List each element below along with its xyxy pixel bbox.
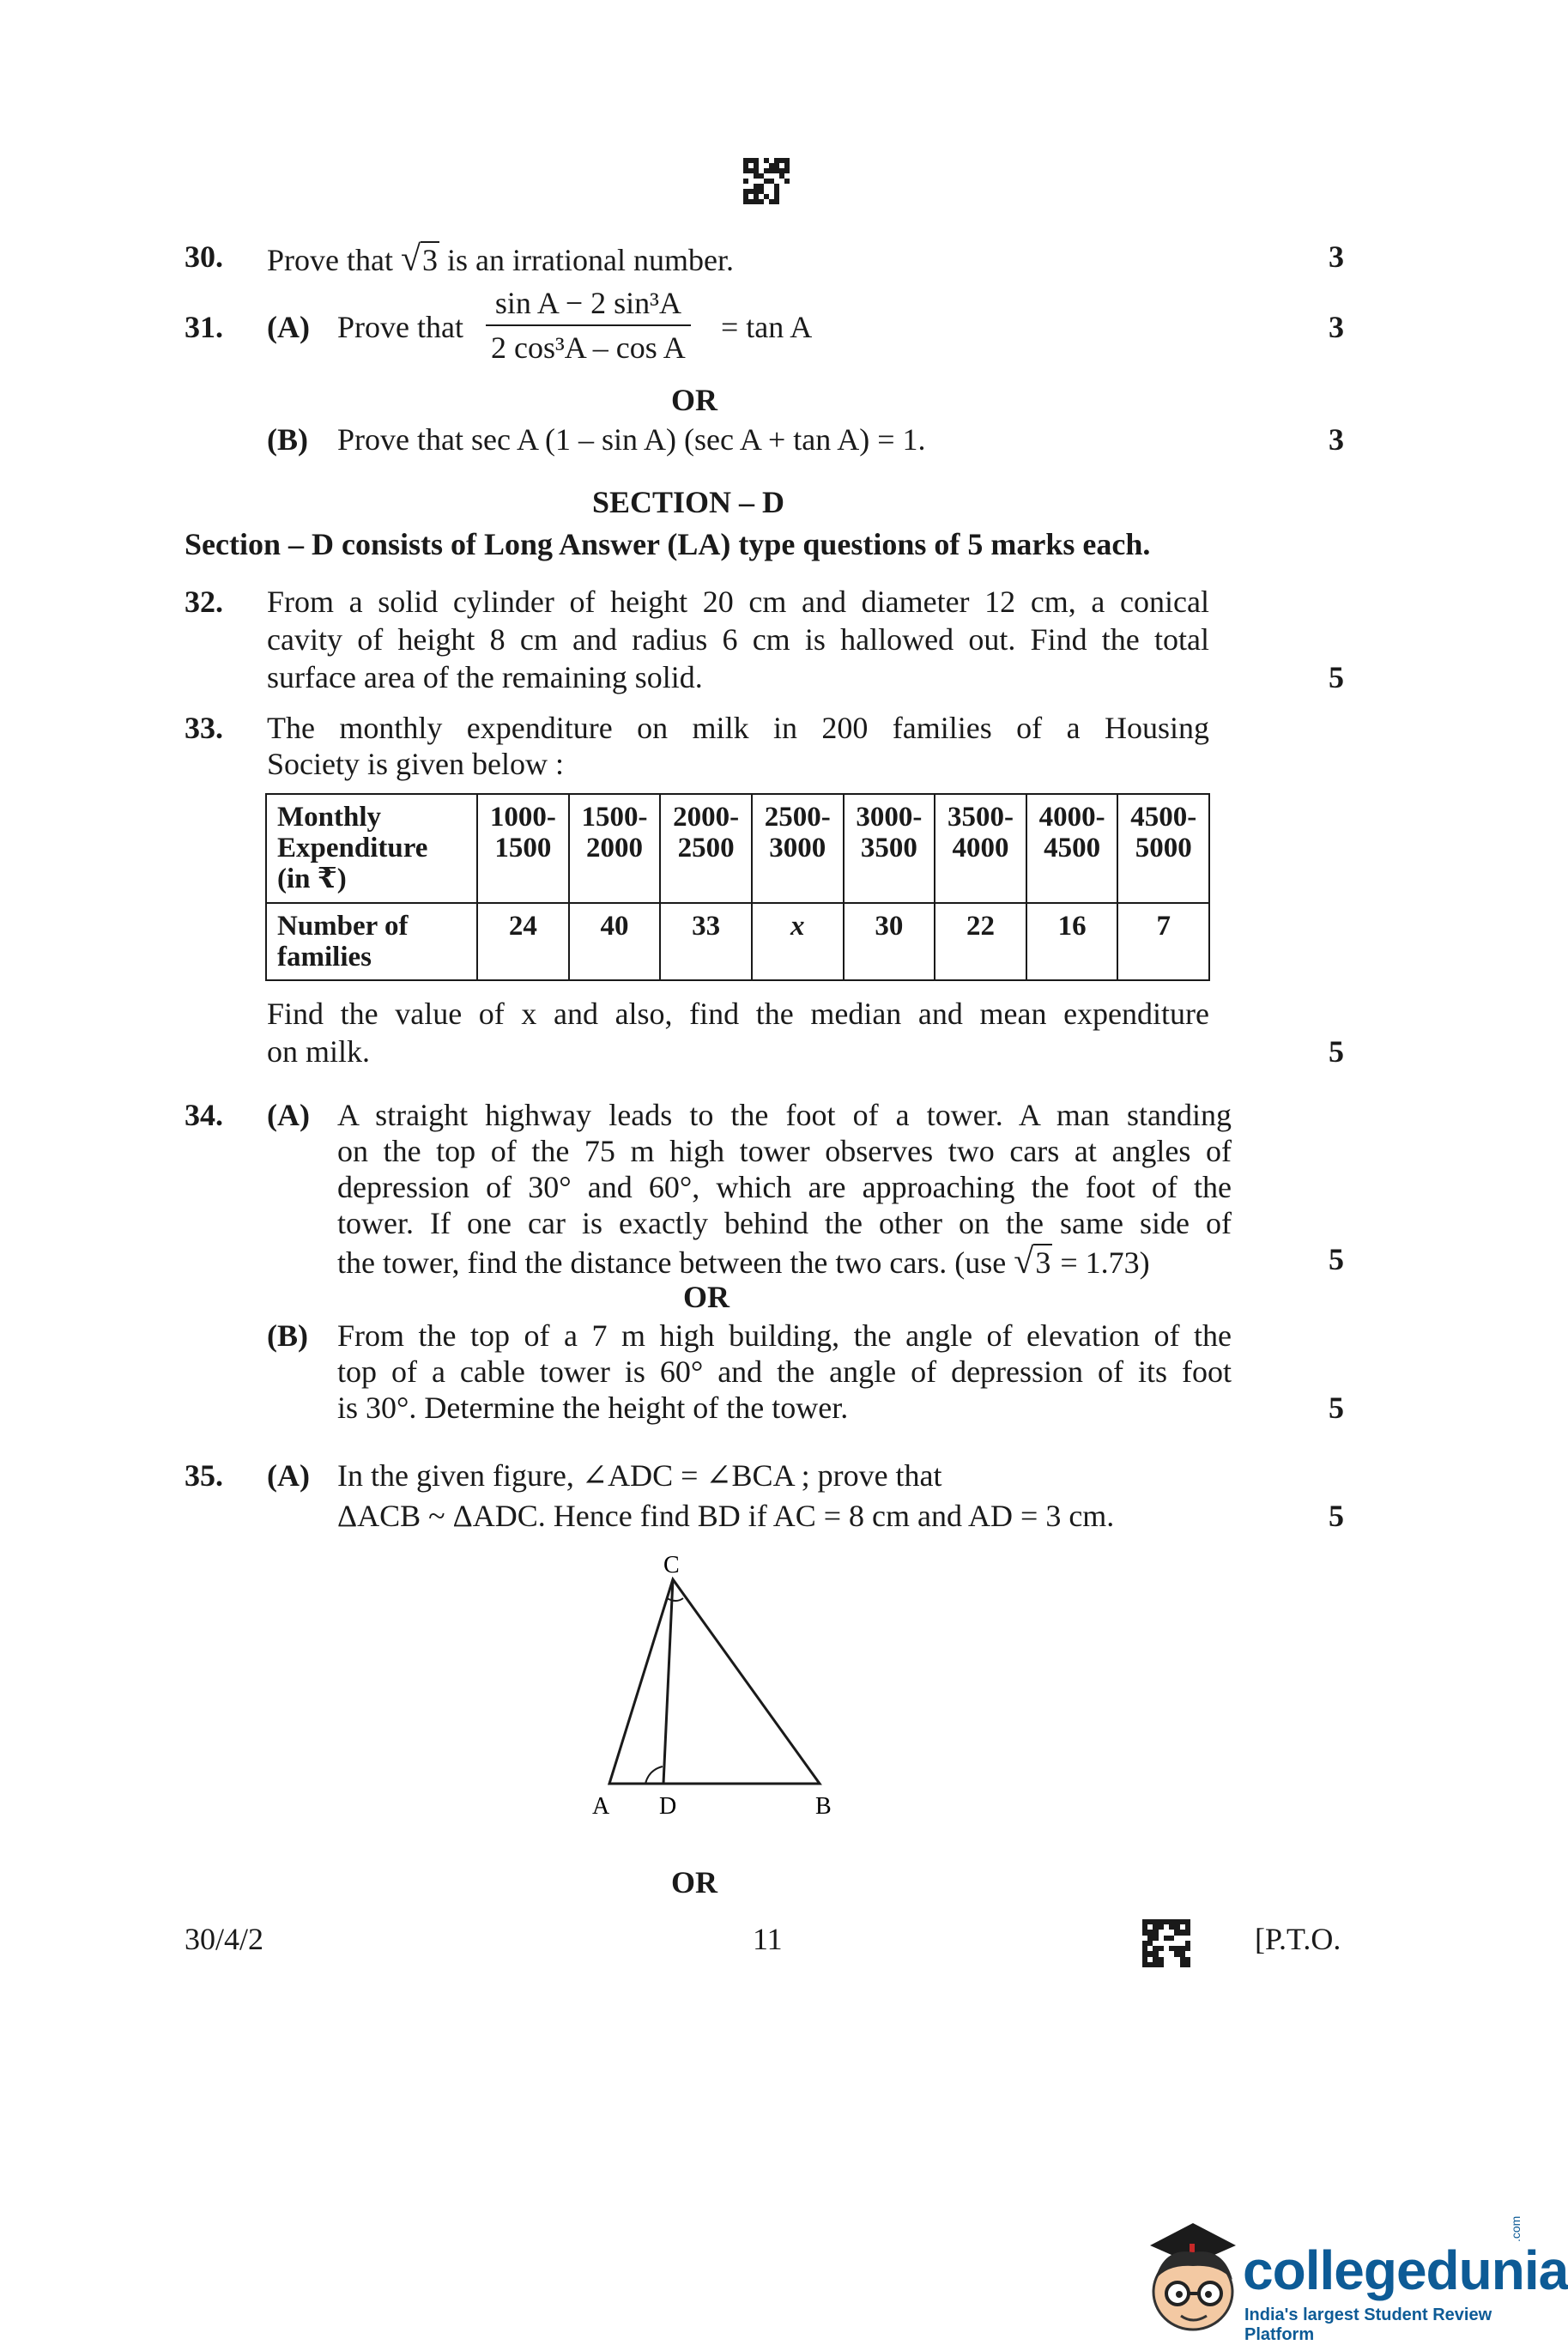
q33-after-line: Find the value of x and also, find the median and mean expenditure: [267, 997, 1209, 1031]
q34a-last-line: the tower, find the distance between the two cars. (use √3 = 1.73): [337, 1242, 1150, 1282]
table-cell: 3500- 4000: [935, 794, 1026, 903]
mascot-logo: [1133, 2213, 1253, 2340]
table-cell: 3000- 3500: [844, 794, 935, 903]
option-label: (B): [267, 422, 308, 457]
qr-code-top: [743, 158, 790, 204]
fraction-numerator: sin A − 2 sin³A: [494, 286, 681, 320]
fraction: [486, 285, 691, 366]
table-cell: 2000- 2500: [660, 794, 752, 903]
paper-code: 30/4/2: [185, 1922, 264, 1956]
q33-after-line: on milk.: [267, 1034, 371, 1069]
q31a-pre: Prove that: [337, 310, 463, 344]
table-row-header: Monthly Expenditure (in ₹): [266, 794, 477, 903]
marks: 5: [1329, 1499, 1344, 1533]
q32-line: From a solid cylinder of height 20 cm and diameter 12 cm, a conical: [267, 585, 1209, 619]
table-cell: 30: [844, 903, 935, 980]
q31b-text: Prove that sec A (1 – sin A) (sec A + tan A) = 1.: [337, 422, 926, 457]
label-a: A: [592, 1793, 610, 1820]
brand-name: collegedunia: [1243, 2239, 1568, 2301]
sqrt-symbol: √3: [400, 239, 439, 279]
q33-line: The monthly expenditure on milk in 200 families of a Housing: [267, 711, 1209, 745]
option-label: (B): [267, 1318, 308, 1353]
marks: 3: [1329, 422, 1344, 457]
question-number: 33.: [185, 711, 223, 745]
marks: 3: [1329, 239, 1344, 274]
option-label: (A): [267, 310, 310, 344]
q35a-line: In the given figure, ∠ADC = ∠BCA ; prove that: [337, 1458, 942, 1493]
page-number: 11: [753, 1922, 783, 1956]
angle-arc-c: [667, 1598, 683, 1601]
option-label: (A): [267, 1458, 310, 1493]
marks: 3: [1329, 310, 1344, 344]
marks: 5: [1329, 1391, 1344, 1425]
table-cell: 40: [569, 903, 661, 980]
fraction-denominator: 2 cos³A – cos A: [486, 324, 691, 366]
q34b-line: is 30°. Determine the height of the tower.: [337, 1391, 849, 1425]
question-number: 35.: [185, 1458, 223, 1493]
triangle-figure: [575, 1545, 850, 1828]
table-cell: 1000- 1500: [477, 794, 569, 903]
section-subtitle: Section – D consists of Long Answer (LA) type questions of 5 marks each.: [185, 527, 1151, 561]
q30-post: is an irrational number.: [447, 243, 734, 277]
segment-cd: [663, 1579, 673, 1784]
q34a-line: tower. If one car is exactly behind the other on the same side of: [337, 1206, 1232, 1240]
q34a-line: A straight highway leads to the foot of a tower. A man standing: [337, 1098, 1232, 1132]
q30-pre: Prove that: [267, 243, 393, 277]
q34a-line: on the top of the 75 m high tower observes two cars at angles of: [337, 1134, 1232, 1168]
question-number: 31.: [185, 310, 223, 344]
brand-tagline: India's largest Student Review Platform: [1244, 2306, 1492, 2344]
or-separator: OR: [683, 1280, 730, 1314]
table-cell: 1500- 2000: [569, 794, 661, 903]
question-number: 30.: [185, 239, 223, 274]
q34a-line: depression of 30° and 60°, which are approaching the foot of the: [337, 1170, 1232, 1204]
table-row: [266, 903, 1209, 980]
or-separator: OR: [671, 383, 717, 417]
table-cell: 24: [477, 903, 569, 980]
marks: 5: [1329, 1242, 1344, 1276]
angle-arc-d: [645, 1766, 663, 1784]
q34b-line: top of a cable tower is 60° and the angle of depression of its foot: [337, 1354, 1232, 1389]
table-cell: 4000- 4500: [1026, 794, 1118, 903]
table-cell: 4500- 5000: [1117, 794, 1209, 903]
question-number: 32.: [185, 585, 223, 619]
question-number: 34.: [185, 1098, 223, 1132]
table-cell: 7: [1117, 903, 1209, 980]
q32-line: surface area of the remaining solid.: [267, 660, 703, 694]
marks: 5: [1329, 660, 1344, 694]
question-30-text: [267, 239, 734, 280]
table-cell: 2500- 3000: [752, 794, 844, 903]
q31a-rhs: = tan A: [721, 310, 813, 344]
marks: 5: [1329, 1034, 1344, 1069]
table-cell: 33: [660, 903, 752, 980]
or-separator: OR: [671, 1865, 717, 1900]
table-row: [266, 794, 1209, 903]
expenditure-table: [265, 793, 1210, 981]
pto-marker: [P.T.O.: [1255, 1922, 1341, 1956]
q35a-line: ΔACB ~ ΔADC. Hence find BD if AC = 8 cm and AD = 3 cm.: [337, 1499, 1115, 1533]
table-cell: x: [752, 903, 844, 980]
table-cell: 16: [1026, 903, 1118, 980]
table-cell: 22: [935, 903, 1026, 980]
q33-line: Society is given below :: [267, 747, 564, 781]
label-b: B: [815, 1793, 832, 1820]
qr-code-footer: [1142, 1919, 1190, 1967]
sqrt-symbol: √3: [1014, 1242, 1051, 1282]
table-row-header: Number of families: [266, 903, 477, 980]
triangle-acb: [609, 1579, 820, 1784]
section-title: SECTION – D: [592, 485, 785, 519]
brand-com: .com: [1509, 2215, 1523, 2242]
q34b-line: From the top of a 7 m high building, the angle of elevation of the: [337, 1318, 1232, 1353]
option-label: (A): [267, 1098, 310, 1132]
q32-line: cavity of height 8 cm and radius 6 cm is hallowed out. Find the total: [267, 622, 1209, 657]
label-c: C: [663, 1552, 680, 1578]
label-d: D: [659, 1793, 677, 1820]
